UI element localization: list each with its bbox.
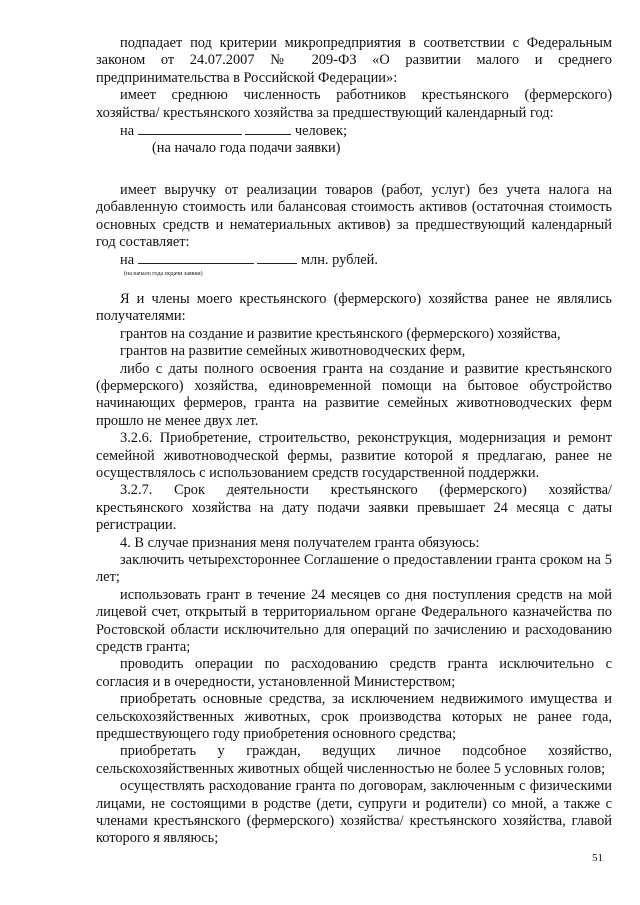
- paragraph-3-2-7: 3.2.7. Срок деятельности крестьянского (фермерского) хозяйства/ крестьянского хозяйства на дату подачи заявки превышает 24 месяца с даты регистрации.: [96, 482, 612, 534]
- paragraph-agreement: заключить четырехстороннее Соглашение о предоставлении гранта сроком на 5 лет;: [96, 551, 612, 586]
- fill-line-suffix: человек;: [294, 123, 348, 140]
- paragraph-microenterprise: подпадает под критерии микропредприятия в соответствии с Федеральным законом от 24.07.2007 № 209-ФЗ «О развитии малого и среднего предпринимательства в Российской Федерации»:: [96, 35, 612, 86]
- caption-start-of-year: (на начало года подачи заявки): [152, 140, 341, 157]
- fill-line-prefix: на: [120, 252, 135, 269]
- paragraph-livestock: приобретать у граждан, ведущих личное подсобное хозяйство, сельскохозяйственных животных общей численностью не более 5 условных голов;: [96, 743, 612, 777]
- spacer: [96, 158, 612, 182]
- paragraph-use-grant: использовать грант в течение 24 месяцев со дня поступления средств на мой лицевой счет, открытый в территориальном органе Федерального казначейства по Ростовской области исключительно для операций по зачислению и расходованию средств гранта;: [96, 586, 612, 655]
- paragraph-two-years: либо с даты полного освоения гранта на создание и развитие крестьянского (фермерского) хозяйства, единовременной помощи на бытовое обустройство начинающих фермеров, гранта на развитие семейных животноводческих ферм прошло не менее двух лет.: [96, 360, 612, 429]
- blank-amount: [257, 251, 297, 264]
- caption-start-of-year-small: (на начало года подачи заявки): [124, 270, 203, 277]
- spacer: [96, 278, 612, 291]
- paragraph-not-recipients: Я и члены моего крестьянского (фермерского) хозяйства ранее не являлись получателями:: [96, 290, 612, 325]
- paragraph-contracts: осуществлять расходование гранта по договорам, заключенным с физическими лицами, не состоящими в родстве (дети, супруги и родители) со мной, а также с членами крестьянского (фермерского) хозяйства/ крестьянского хозяйства, главой которого я являюсь;: [96, 778, 612, 847]
- fill-line-prefix: на: [120, 123, 135, 140]
- blank-year: [138, 251, 254, 264]
- fill-line-employees: [96, 122, 612, 140]
- paragraph-grants-family-farms: грантов на развитие семейных животноводческих ферм,: [120, 343, 466, 360]
- paragraph-operations: проводить операции по расходованию средств гранта исключительно с согласия и в очередности, установленной Министерством;: [96, 656, 612, 690]
- paragraph-grants-farm: грантов на создание и развитие крестьянского (фермерского) хозяйства,: [120, 325, 561, 342]
- fill-line-suffix: млн. рублей.: [300, 252, 378, 269]
- paragraph-obligations-heading: 4. В случае признания меня получателем гранта обязуюсь:: [120, 534, 480, 551]
- document-body: [96, 35, 612, 848]
- paragraph-employees: имеет среднюю численность работников крестьянского (фермерского) хозяйства/ крестьянского хозяйства за предшествующий календарный год:: [96, 87, 612, 121]
- paragraph-3-2-6: 3.2.6. Приобретение, строительство, реконструкция, модернизация и ремонт семейной животноводческой фермы, развитие которой я предлагаю, ранее не осуществлялось с использованием средств государственной поддержки.: [96, 430, 612, 481]
- blank-year: [138, 122, 242, 135]
- fill-line-revenue: [96, 251, 612, 269]
- page-number: 51: [592, 852, 603, 864]
- paragraph-revenue: имеет выручку от реализации товаров (работ, услуг) без учета налога на добавленную стоимость или балансовая стоимость активов (остаточная стоимость основных средств и нематериальных активов) за предшествующий календарный год составляет:: [96, 181, 612, 251]
- paragraph-fixed-assets: приобретать основные средства, за исключением недвижимого имущества и сельскохозяйственных животных, срок производства которых не ранее года, предшествующего году приобретения основного средства;: [96, 691, 612, 743]
- blank-count: [245, 122, 291, 135]
